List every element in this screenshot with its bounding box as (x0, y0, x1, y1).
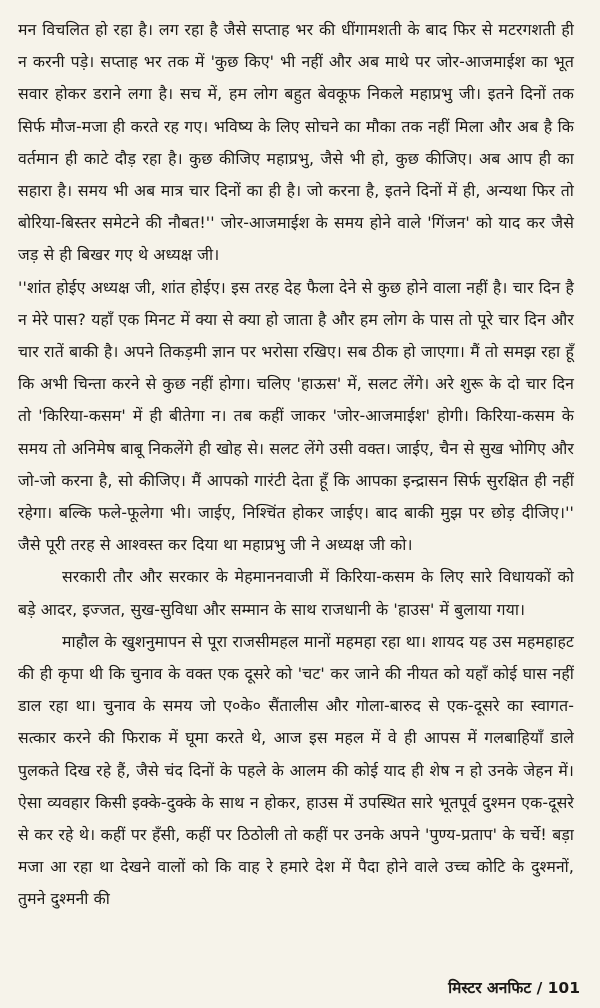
paragraph-2: ''शांत होईए अध्यक्ष जी, शांत होईए। इस तरह देह फैला देने से कुछ होने वाला नहीं है। चार दिन है न मेरे पास? यहाँ एक मिनट में क्या से क्या हो जाता है और हम लोग के पास तो पूरे चार दिन और चार रातें बाकी है। अपने तिकड़मी ज्ञान पर भरोसा रखिए। सब ठीक हो जाएगा। मैं तो समझ रहा हूँ कि अभी चिन्ता करने से कुछ नहीं होगा। चलिए 'हाऊस' में, सलट लेंगे। अरे शुरू के दो चार दिन तो 'किरिया-कसम' में ही बीतेगा न। तब कहीं जाकर 'जोर-आजमाईश' होगी। किरिया-कसम के समय तो अनिमेष बाबू निकलेंगे ही खोह से। सलट लेंगे उसी वक्त। जाईए, चैन से सुख भोगिए और जो-जो करना है, सो कीजिए। मैं आपको गारंटी देता हूँ कि आपका इन्द्रासन सिर्फ सुरक्षित ही नहीं रहेगा। बल्कि फले-फूलेगा भी। जाईए, निश्चिंत होकर जाईए। बाद बाकी मुझ पर छोड़ दीजिए।'' जैसे पूरी तरह से आश्वस्त कर दिया था महाप्रभु जी ने अध्यक्ष जी को। (18, 277, 574, 555)
paragraph-3: सरकारी तौर और सरकार के मेहमाननवाजी में किरिया-कसम के लिए सारे विधायकों को बड़े आदर, इज्जत, सुख-सुविधा और सम्मान के साथ राजधानी के 'हाउस' में बुलाया गया। (18, 567, 574, 619)
page-number: 101 (547, 979, 580, 997)
footer-separator: / (536, 979, 543, 997)
paragraph-1: मन विचलित हो रहा है। लग रहा है जैसे सप्ताह भर की धींगामशती के बाद फिर से मटरगशती ही न करनी पड़े। सप्ताह भर तक में 'कुछ किए' भी नहीं और अब माथे पर जोर-आजमाईश का भूत सवार होकर डराने लगा है। सच में, हम लोग बहुत बेवकूफ निकले महाप्रभु जी। इतने दिनों तक सिर्फ मौज-मजा ही करते रह गए। भविष्य के लिए सोचने का मौका तक नहीं मिला और अब है कि वर्तमान ही काटे दौड़ रहा है। कुछ कीजिए महाप्रभु, जैसे भी हो, कुछ कीजिए। अब आप ही का सहारा है। समय भी अब मात्र चार दिनों का ही है। जो करना है, इतने दिनों में ही, अन्यथा फिर तो बोरिया-बिस्तर समेटने की नौबत!'' जोर-आजमाईश के समय होने वाले 'गिंजन' को याद कर जैसे जड़ से ही बिखर गए थे अध्यक्ष जी। (18, 20, 574, 265)
page-footer (448, 976, 580, 998)
book-title: मिस्टर अनफिट (448, 979, 532, 997)
paragraph-4: माहौल के खुशनुमापन से पूरा राजसीमहल मानों महमहा रहा था। शायद यह उस महमहाहट की ही कृपा थी कि चुनाव के वक्त एक दूसरे को 'चट' कर जाने की नीयत को यहाँ कोई घास नहीं डाल रहा था। चुनाव के समय जो ए०के० सैंतालीस और गोला-बारुद से एक-दूसरे का स्वागत-सत्कार करने की फिराक में घूमा करते थे, आज इस महल में वे ही आपस में गलबाहियाँ डाले पुलकते दिख रहे हैं, जैसे चंद दिनों के पहले के आलम की कोई याद ही शेष न हो उनके जेहन में। ऐसा व्यवहार किसी इक्के-दुक्के के साथ न होकर, हाउस में उपस्थित सारे भूतपूर्व दुश्मन एक-दूसरे से कर रहे थे। कहीं पर हँसी, कहीं पर ठिठोली तो कहीं पर उनके अपने 'पुण्य-प्रताप' के चर्चे! बड़ा मजा आ रहा था देखने वालों को कि वाह रे हमारे देश में पैदा होने वाले उच्च कोटि के दुश्मनों, तुमने दुश्मनी की (18, 631, 574, 909)
